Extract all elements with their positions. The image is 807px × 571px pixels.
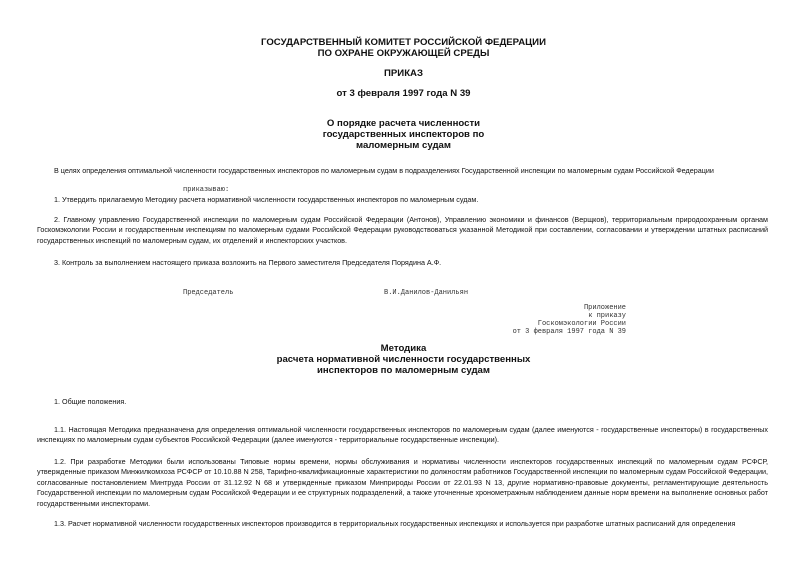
paragraph-1-3: 1.3. Расчет нормативной численности государственных инспекторов производится в территориальных государственных инспекциях и используется при разработке штатных расписаний для определения: [54, 519, 736, 528]
appendix-line4: от 3 февраля 1997 года N 39: [512, 328, 626, 336]
section-heading-1: 1. Общие положения.: [54, 397, 127, 406]
order-subject-line1: О порядке расчета численности: [326, 118, 481, 129]
appendix-line1: Приложение: [583, 304, 626, 312]
order-subject-line3: маломерным судам: [355, 140, 451, 151]
method-title: Методика: [380, 343, 427, 354]
method-title-line2: расчета нормативной численности государственных: [276, 354, 531, 365]
method-title-line3: инспекторов по маломерным судам: [316, 365, 490, 376]
preamble-text: В целях определения оптимальной численности государственных инспекторов по маломерным судам в подразделениях Государственной инспекции по маломерным судам Российской Федерации: [54, 166, 714, 175]
appendix-line3: Госкомэкологии России: [537, 320, 626, 328]
order-item-1: 1. Утвердить прилагаемую Методику расчета нормативной численности государственных инспекторов по маломерным судам.: [54, 195, 479, 204]
document-date-number: от 3 февраля 1997 года N 39: [336, 88, 471, 99]
paragraph-1-2: 1.2. При разработке Методики были использованы Типовые нормы времени, нормы обслуживания и нормативы численности инспекторов государственных инспекций по маломерным судам РСФСР, утвержденные приказом Минжилкомхоза РСФСР от 10.10.88 N 258, Тарифно-квалификационные характеристики по должностям работников Государственной инспекции по маломерным судам Российской Федерации, согласованные постановлением Минтруда России от 31.12.92 N 68 и утвержденные приказом Минприроды России от 22.01.93 N 13, другие нормативно-правовые документы, регламентирующие деятельность Государственной инспекции по маломерным судам Российской Федерации и ее структурных подразделений, а также уточненные хронометражным наблюдением данные норм времени на выполнение основных работ государственными инспекторами.: [37, 457, 768, 508]
document-type: ПРИКАЗ: [384, 68, 423, 79]
signature-name: В.И.Данилов-Данильян: [384, 289, 469, 297]
order-subject-line2: государственных инспекторов по: [322, 129, 485, 140]
committee-title-line1: ГОСУДАРСТВЕННЫЙ КОМИТЕТ РОССИЙСКОЙ ФЕДЕРАЦИИ: [261, 37, 546, 48]
order-item-2: 2. Главному управлению Государственной инспекции по маломерным судам Российской Федерации (Антонов), Управлению экономики и финансов (Верщков), территориальным природоохранным органам Госкомэкологии России и государственным инспекциям по маломерным судами Российской Федерации руководствоваться указанной Методикой при составлении, согласовании и утверждении штатных расписаний государственных инспекций по маломерным судам, их отделений и инспекторских участков.: [37, 215, 768, 245]
appendix-line2: к приказу: [588, 312, 626, 320]
committee-title-line2: ПО ОХРАНЕ ОКРУЖАЮЩЕЙ СРЕДЫ: [317, 48, 490, 59]
signature-title: Председатель: [183, 289, 234, 297]
order-item-3: 3. Контроль за выполнением настоящего приказа возложить на Первого заместителя Председателя Порядина А.Ф.: [54, 258, 442, 267]
paragraph-1-1: 1.1. Настоящая Методика предназначена для определения оптимальной численности государственных инспекторов по маломерным судам (далее именуются - государственные инспекторы) в государственных инспекциях по маломерным судам субъектов Российской Федерации (далее именуются - территориальные государственные инспекции).: [37, 425, 768, 445]
order-word: приказываю:: [183, 186, 230, 194]
